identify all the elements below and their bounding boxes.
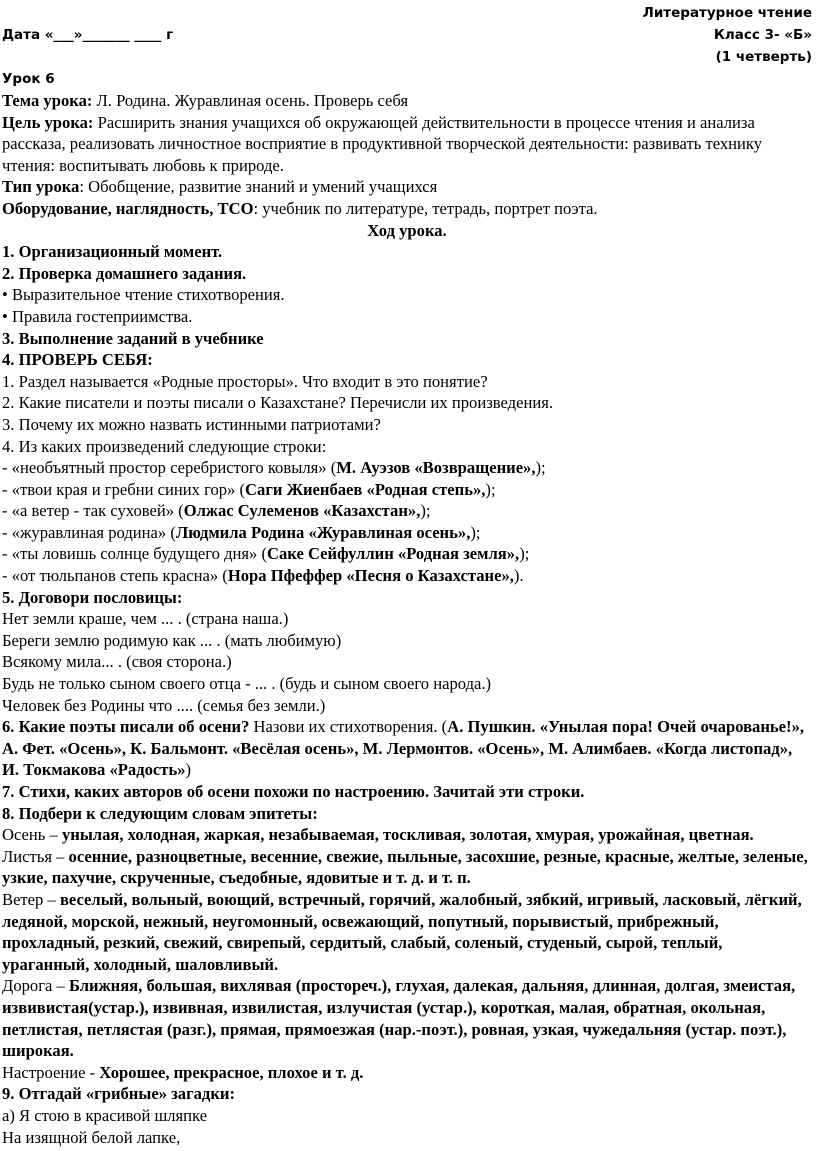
riddle-line: а) Я стою в красивой шляпке [2,1105,208,1125]
section-1-heading: 1. Организационный момент. [2,242,223,262]
section-9-heading: 9. Отгадай «грибные» загадки: [2,1084,235,1104]
proverb-item: Нет земли краше, чем ... . (страна наша.) [2,609,289,629]
topic-label: Тема урока: [2,91,93,110]
quote-item: - «ты ловишь солнце будущего дня» (Саке Сейфуллин «Родная земля»,); [2,544,530,564]
course-title: Ход урока. [367,220,447,240]
proverb-item: Человек без Родины что .... (семья без земли.) [2,695,326,715]
goal-line [2,112,812,177]
quote-item: - «а ветер - так суховей» (Олжас Сулеменов «Казахстан»,); [2,501,431,521]
section-2-heading: 2. Проверка домашнего задания. [2,263,247,283]
quote-item: - «необъятный простор серебристого ковыля» (М. Ауэзов «Возвращение»,); [2,458,546,478]
proverb-item: Будь не только сыном своего отца - ... . (будь и сыном своего народа.) [2,674,492,694]
type-line [2,176,812,198]
topic-text: Л. Родина. Журавлиная осень. Проверь себя [92,91,409,110]
proverb-item: Береги землю родимую как ... . (мать любимую) [2,630,342,650]
equipment-label: Оборудование, наглядность, ТСО [2,198,254,218]
document-body [2,90,812,1148]
question-item: 1. Раздел называется «Родные просторы». Что входит в это понятие? [2,371,488,391]
goal-text: Расширить знания учащихся об окружающей действительности в процессе чтения и анализа рассказа, реализовать личностное восприятие в продуктивной творческой деятельности: развивать технику чтения: воспитывать любовь к природе. [2,112,763,175]
question-item: 4. Из каких произведений следующие строки: [2,436,327,456]
section-3-heading: 3. Выполнение заданий в учебнике [2,328,264,348]
section-4-heading: 4. ПРОВЕРЬ СЕБЯ: [2,350,153,370]
section-7-heading: 7. Стихи, каких авторов об осени похожи по настроению. Зачитай эти строки. [2,782,585,801]
epithet-item: Ветер – веселый, вольный, воющий, встречный, горячий, жалобный, зябкий, игривый, ласковый, лёгкий, ледяной, морской, нежный, неугомонный, освежающий, попутный, порывистый, прибрежный, прохладный, резкий, свежий, свирепый, сердитый, слабый, соленый, студеный, сырой, теплый, ураганный, холодный, шаловливый. [2,889,802,974]
header-lesson: Урок 6 [2,71,55,87]
section-8-heading: 8. Подбери к следующим словам эпитеты: [2,803,318,823]
header-date: Дата «___»_______ ____ г [2,27,174,43]
epithet-item: Дорога – Ближняя, большая, вихлявая (простореч.), глухая, далекая, дальняя, длинная, долгая, змеистая, извивистая(устар.), извивная, извилистая, излучистая (устар.), короткая, малая, обратная, окольная, петлистая, петлястая (разг.), прямая, прямоезжая (нар.-поэт.), ровная, узкая, чужедальняя (устар. поэт.), широкая. [2,976,796,1061]
header-quarter: (1 четверть) [715,49,812,65]
equipment-text: : учебник по литературе, тетрадь, портрет поэта. [253,198,598,218]
quote-item: - «твои края и гребни синих гор» (Саги Жиенбаев «Родная степь»,); [2,479,496,499]
question-item: 2. Какие писатели и поэты писали о Казахстане? Перечисли их произведения. [2,393,553,413]
header-class: Класс 3- «Б» [713,27,812,43]
quote-item: - «от тюльпанов степь красна» (Нора Пфеффер «Песня о Казахстане»,). [2,566,524,586]
quote-item: - «журавлиная родина» (Людмила Родина «Журавлиная осень»,); [2,522,481,542]
list-item: • Правила гостеприимства. [2,306,193,326]
epithet-item: Настроение - Хорошее, прекрасное, плохое и т. д. [2,1062,364,1082]
riddle-line: На изящной белой лапке, [2,1127,181,1147]
type-label: Тип урока [2,177,80,197]
goal-label: Цель урока: [2,112,94,132]
equipment-line [2,198,812,220]
topic-line [2,90,812,112]
epithet-item: Осень – унылая, холодная, жаркая, незабываемая, тоскливая, золотая, хмурая, урожайная, цветная. [2,825,754,845]
section-5-heading: 5. Договори пословицы: [2,587,183,607]
type-text: : Обобщение, развитие знаний и умений учащихся [79,177,438,197]
question-item: 3. Почему их можно назвать истинными патриотами? [2,414,381,434]
section-6: 6. Какие поэты писали об осени? Назови их стихотворения. (А. Пушкин. «Унылая пора! Очей очарованье!», А. Фет. «Осень», К. Бальмонт. «Весёлая осень», М. Лермонтов. «Осень», М. Алимбаев. «Когда листопад», И. Токмакова «Радость») [2,717,805,780]
proverb-item: Всякому мила... . (своя сторона.) [2,652,232,672]
list-item: • Выразительное чтение стихотворения. [2,285,285,305]
header-subject: Литературное чтение [642,5,812,21]
epithet-item: Листья – осенние, разноцветные, весенние, свежие, пыльные, засохшие, резные, красные, желтые, зеленые, узкие, пахучие, скрученные, съедобные, ядовитые и т. д. и т. п. [2,846,808,888]
